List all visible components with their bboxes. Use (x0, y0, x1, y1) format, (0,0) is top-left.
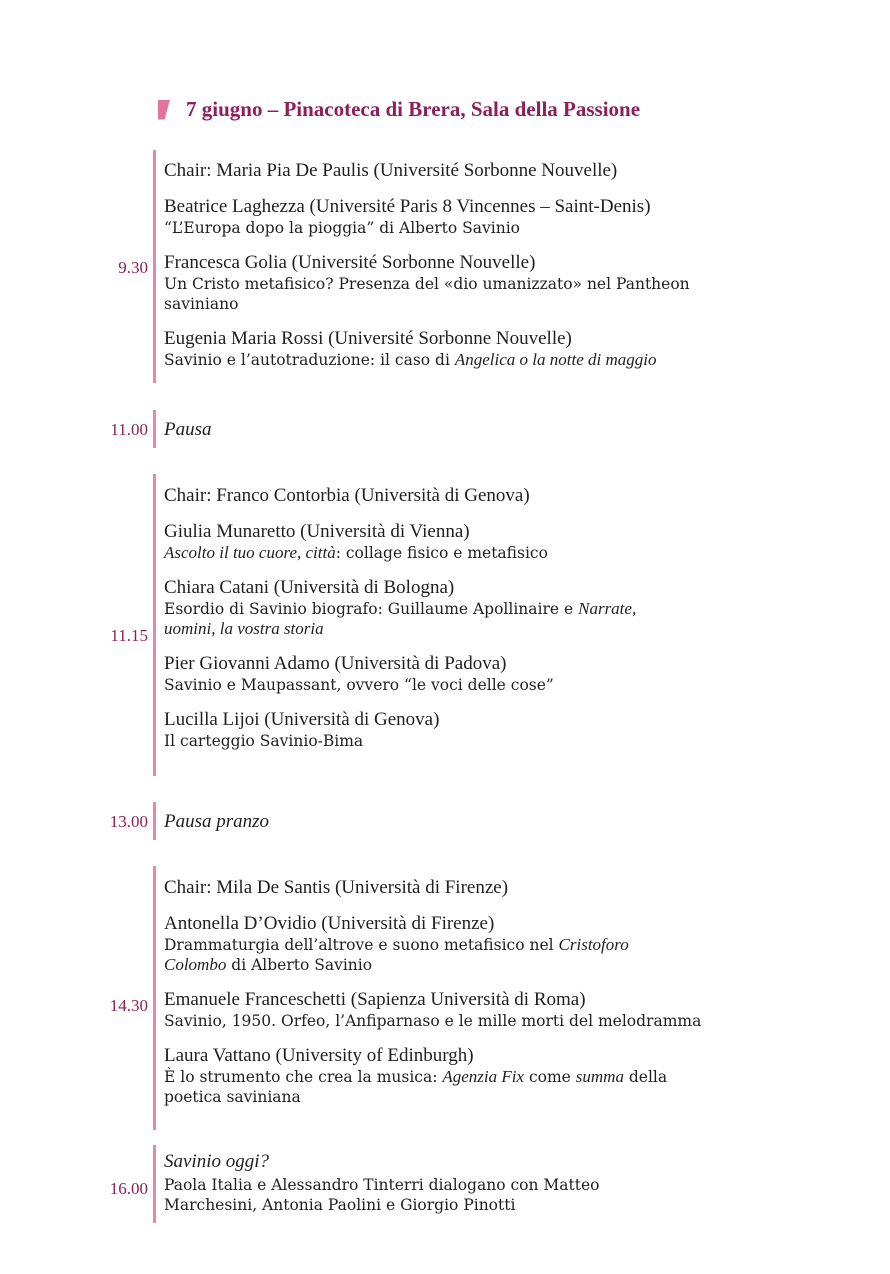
talk-text: Savinio e l’autotraduzione: il caso di (164, 351, 455, 369)
page-header (158, 97, 640, 122)
speaker-name: Antonella D’Ovidio (Università di Firenze) (164, 913, 495, 934)
pause-block-2 (0, 802, 890, 840)
talk-italic: Narrate, (578, 599, 637, 618)
talk-title (164, 935, 864, 955)
talk-italic: uomini, la vostra storia (164, 619, 324, 638)
list-item (164, 252, 864, 314)
session-bar (153, 474, 156, 776)
speaker-name: Laura Vattano (University of Edinburgh) (164, 1045, 474, 1066)
talk-text: come (524, 1068, 576, 1086)
list-item (164, 521, 864, 563)
talk-text: : collage fisico e metafisico (335, 544, 548, 562)
session-time: 14.30 (109, 996, 148, 1015)
list-item (164, 913, 864, 975)
speaker-name: Pier Giovanni Adamo (Università di Padova) (164, 653, 507, 674)
talk-text: Drammaturgia dell’altrove e suono metafisico nel (164, 936, 559, 954)
speaker-name: Beatrice Laghezza (Université Paris 8 Vincennes – Saint-Denis) (164, 196, 651, 217)
talk-title (164, 619, 864, 639)
session-time: 13.00 (109, 812, 148, 831)
session-chair: Chair: Maria Pia De Paulis (Université Sorbonne Nouvelle) (164, 160, 618, 181)
talk-title (164, 1067, 864, 1087)
talk-text: È lo strumento che crea la musica: (164, 1068, 443, 1086)
talk-italic: Cristoforo (558, 935, 629, 954)
session-bar (153, 866, 156, 1130)
speaker-name: Francesca Golia (Université Sorbonne Nouvelle) (164, 252, 536, 273)
session-title: Savinio oggi? (164, 1151, 270, 1172)
talk-title: Il carteggio Savinio-Bima (164, 732, 364, 750)
session-bar (153, 802, 156, 840)
talk-text: Esordio di Savinio biografo: Guillaume Apollinaire e (164, 600, 579, 618)
talk-italic: Angelica o la notte di maggio (454, 350, 657, 369)
list-item (164, 1045, 864, 1107)
list-item (164, 196, 864, 238)
talk-title: Savinio, 1950. Orfeo, l’Anfiparnaso e le mille morti del melodramma (164, 1012, 702, 1030)
speaker-name: Emanuele Franceschetti (Sapienza Università di Roma) (164, 989, 586, 1010)
session-bar (153, 150, 156, 383)
page-title: 7 giugno – Pinacoteca di Brera, Sala della Passione (186, 97, 641, 121)
speaker-name: Eugenia Maria Rossi (Université Sorbonne Nouvelle) (164, 328, 572, 349)
talk-title: “L’Europa dopo la pioggia” di Alberto Savinio (164, 219, 521, 237)
talk-italic: Agenzia Fix (442, 1067, 525, 1086)
talk-title: poetica saviniana (164, 1088, 301, 1106)
header-marker-icon (158, 100, 170, 120)
talk-title: Un Cristo metafisico? Presenza del «dio umanizzato» nel Pantheon (164, 275, 690, 293)
talk-title (164, 350, 864, 370)
session-block-1 (0, 150, 890, 383)
talk-title (164, 955, 864, 975)
session-chair: Chair: Mila De Santis (Università di Firenze) (164, 877, 509, 898)
list-item (164, 577, 864, 639)
pause-label: Pausa pranzo (164, 811, 270, 832)
session-chair: Chair: Franco Contorbia (Università di Genova) (164, 485, 530, 506)
talk-italic: Colombo (164, 955, 227, 974)
speaker-name: Giulia Munaretto (Università di Vienna) (164, 521, 470, 542)
talk-italic: summa (575, 1067, 624, 1086)
session-bar (153, 1145, 156, 1223)
session-block-4 (0, 1145, 890, 1223)
session-time: 9.30 (118, 258, 148, 277)
talk-text: di Alberto Savinio (226, 956, 373, 974)
talk-title: Paola Italia e Alessandro Tinterri dialogano con Matteo (164, 1176, 600, 1194)
talk-title: saviniano (164, 295, 239, 313)
talk-text: della (623, 1068, 668, 1086)
list-item (164, 989, 864, 1031)
session-block-2 (0, 474, 890, 776)
talk-title (164, 599, 864, 619)
session-block-3 (0, 866, 890, 1130)
talk-title: Savinio e Maupassant, ovvero “le voci delle cose” (164, 676, 554, 694)
talk-title (164, 543, 864, 563)
session-time: 11.00 (110, 420, 148, 439)
session-time: 11.15 (110, 626, 148, 645)
list-item (164, 653, 864, 695)
list-item (164, 328, 864, 370)
pause-block-1 (0, 410, 890, 448)
session-bar (153, 410, 156, 448)
pause-label: Pausa (164, 419, 212, 440)
speaker-name: Chiara Catani (Università di Bologna) (164, 577, 455, 598)
session-time: 16.00 (109, 1179, 148, 1198)
speaker-name: Lucilla Lijoi (Università di Genova) (164, 709, 440, 730)
list-item (164, 709, 864, 751)
talk-title: Marchesini, Antonia Paolini e Giorgio Pinotti (164, 1196, 516, 1214)
talk-italic: Ascolto il tuo cuore, città (164, 543, 336, 562)
